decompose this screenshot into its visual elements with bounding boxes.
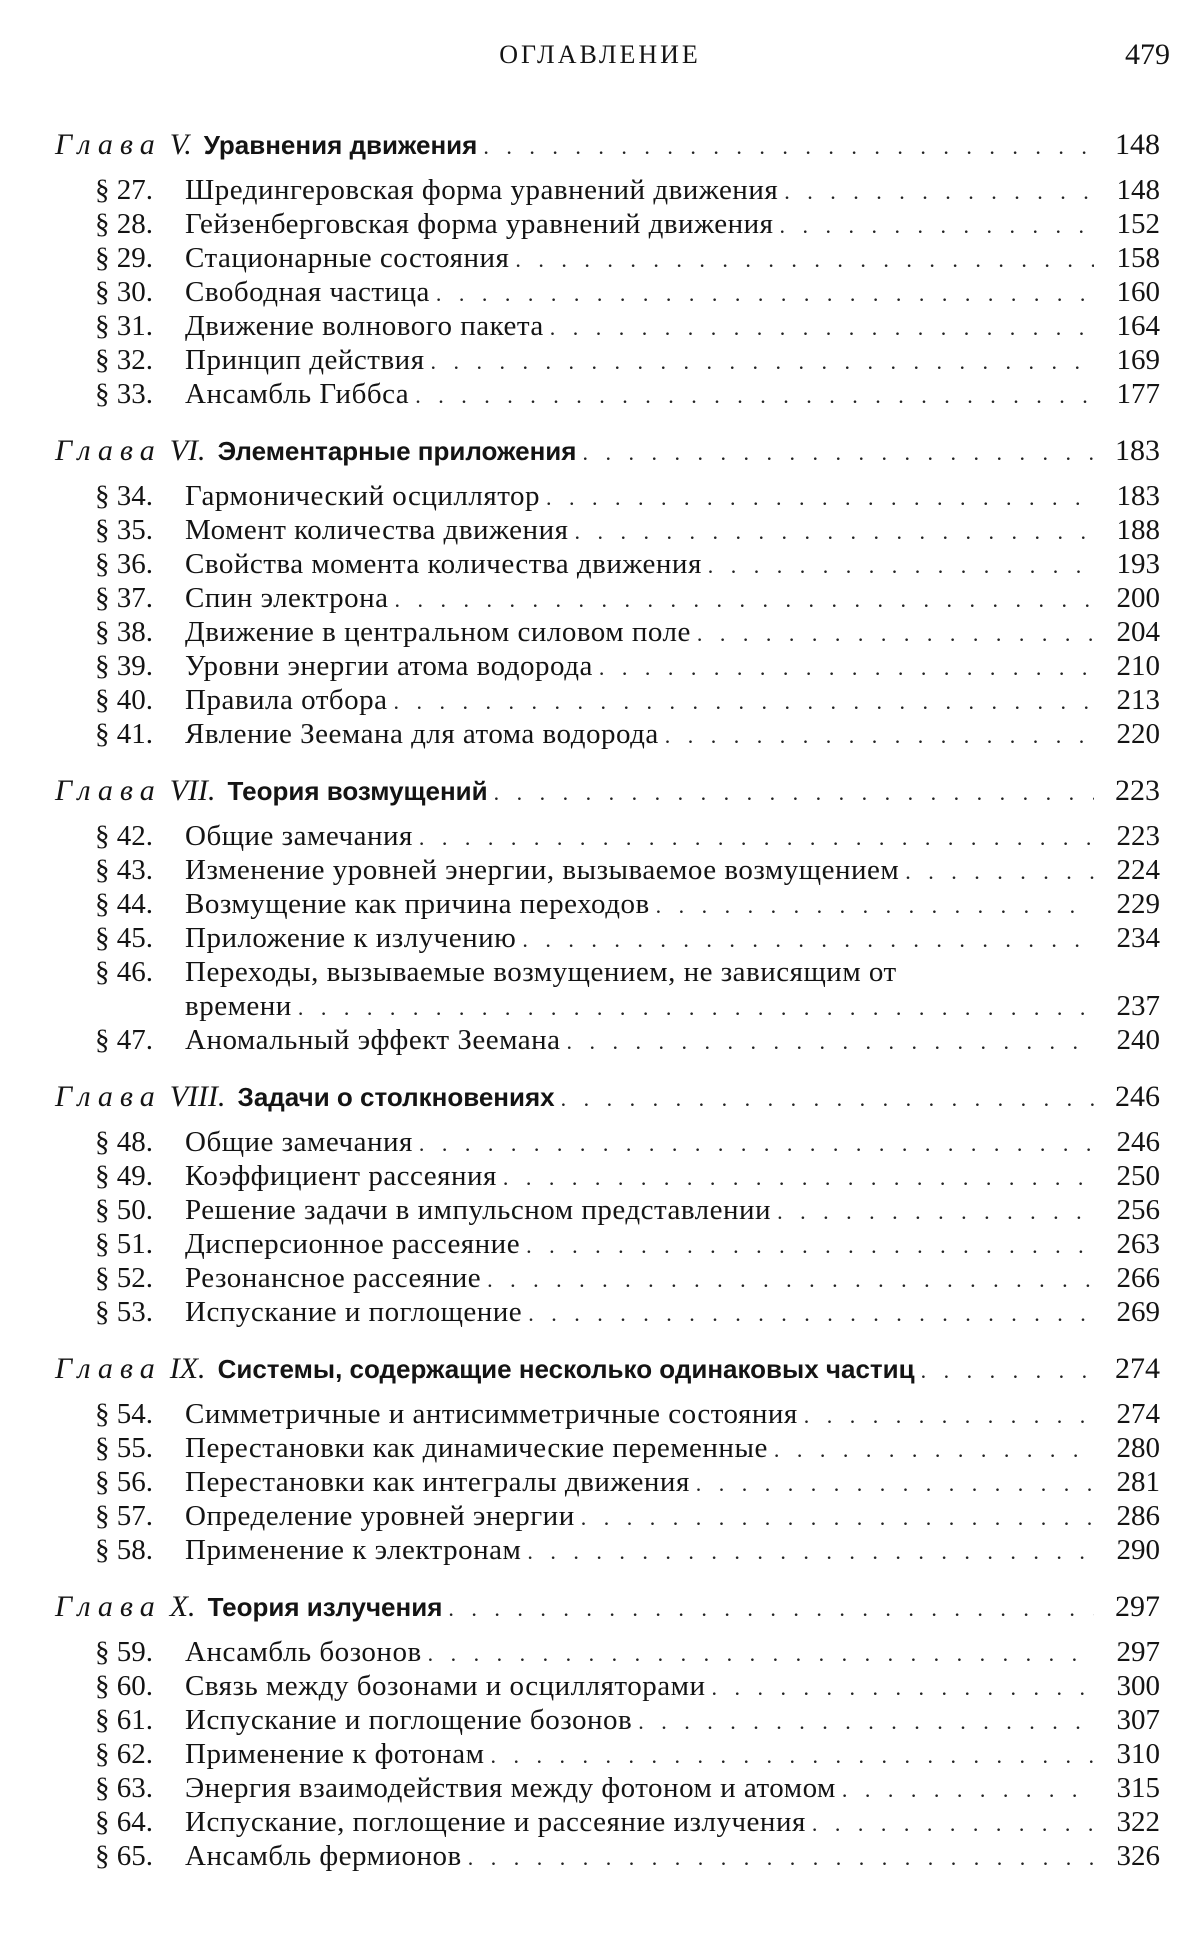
section-page-number: 229 <box>1116 888 1160 920</box>
dot-leader <box>419 825 1094 851</box>
section-page-number: 177 <box>1116 378 1160 410</box>
dot-leader <box>581 1505 1094 1531</box>
section-number: § 40. <box>95 684 153 716</box>
section-number: § 43. <box>95 854 153 886</box>
dot-leader <box>561 1086 1094 1112</box>
toc-entry[interactable] <box>55 1840 1160 1874</box>
section-title: Гармонический осциллятор <box>185 480 541 512</box>
section-title: Перестановки как интегралы движения <box>185 1466 690 1498</box>
section-page-number: 281 <box>1116 1466 1160 1498</box>
chapter-label: Глава <box>55 1352 162 1385</box>
toc-entry[interactable] <box>55 1024 1160 1058</box>
section-number: § 60. <box>95 1670 153 1702</box>
dot-leader <box>550 315 1094 341</box>
section-page-number: 300 <box>1116 1670 1160 1702</box>
section-title: Общие замечания <box>185 1126 413 1158</box>
section-page-number: 237 <box>1116 990 1160 1022</box>
section-page-number: 193 <box>1116 548 1160 580</box>
chapter-number: VIII. <box>169 1080 226 1113</box>
section-page-number: 152 <box>1116 208 1160 240</box>
section-number: § 61. <box>95 1704 153 1736</box>
section-title: Движение волнового пакета <box>185 310 544 342</box>
section-title: Ансамбль фермионов <box>185 1840 462 1872</box>
section-title: Ансамбль бозонов <box>185 1636 422 1668</box>
section-page-number: 280 <box>1116 1432 1160 1464</box>
toc-entry[interactable] <box>55 922 1160 956</box>
section-title-continuation: времени <box>185 990 292 1022</box>
section-page-number: 210 <box>1116 650 1160 682</box>
page-title: ОГЛАВЛЕНИЕ <box>499 40 701 69</box>
chapter-page-number: 297 <box>1115 1590 1160 1623</box>
chapter-heading[interactable] <box>55 1590 1160 1630</box>
dot-leader <box>415 383 1094 409</box>
section-title: Применение к электронам <box>185 1534 522 1566</box>
toc-entry[interactable] <box>55 1738 1160 1772</box>
chapter-section <box>55 1080 1160 1330</box>
section-title: Решение задачи в импульсном представлении <box>185 1194 772 1226</box>
section-title: Момент количества движения <box>185 514 569 546</box>
table-of-contents <box>55 128 1160 1874</box>
section-number: § 42. <box>95 820 153 852</box>
toc-entry[interactable] <box>55 1126 1160 1160</box>
chapter-heading[interactable] <box>55 1352 1160 1392</box>
section-number: § 53. <box>95 1296 153 1328</box>
toc-entry[interactable] <box>55 548 1160 582</box>
dot-leader <box>298 995 1094 1021</box>
toc-entry[interactable] <box>55 1806 1160 1840</box>
section-title: Изменение уровней энергии, вызываемое возмущением <box>185 854 900 886</box>
toc-entry[interactable] <box>55 1636 1160 1670</box>
section-number: § 54. <box>95 1398 153 1430</box>
toc-entry[interactable] <box>55 276 1160 310</box>
section-number: § 33. <box>95 378 153 410</box>
dot-leader <box>777 1199 1094 1225</box>
section-page-number: 246 <box>1116 1126 1160 1158</box>
dot-leader <box>527 1539 1094 1565</box>
section-number: § 32. <box>95 344 153 376</box>
toc-entry[interactable] <box>55 1534 1160 1568</box>
dot-leader <box>448 1596 1094 1622</box>
toc-entry[interactable] <box>55 956 1160 990</box>
section-page-number: 220 <box>1116 718 1160 750</box>
section-number: § 47. <box>95 1024 153 1056</box>
section-page-number: 274 <box>1116 1398 1160 1430</box>
chapter-number: IX. <box>169 1352 206 1385</box>
section-number: § 36. <box>95 548 153 580</box>
chapter-number: VII. <box>169 774 216 807</box>
section-page-number: 290 <box>1116 1534 1160 1566</box>
section-title: Аномальный эффект Зеемана <box>185 1024 561 1056</box>
section-number: § 56. <box>95 1466 153 1498</box>
dot-leader <box>921 1358 1094 1384</box>
toc-entry[interactable] <box>55 208 1160 242</box>
toc-entry[interactable] <box>55 1670 1160 1704</box>
chapter-number: VI. <box>169 434 206 467</box>
section-title: Правила отбора <box>185 684 388 716</box>
section-title: Шредингеровская форма уравнений движения <box>185 174 779 206</box>
chapter-page-number: 274 <box>1115 1352 1160 1385</box>
section-title: Уровни энергии атома водорода <box>185 650 593 682</box>
section-page-number: 326 <box>1116 1840 1160 1872</box>
section-number: § 58. <box>95 1534 153 1566</box>
section-page-number: 263 <box>1116 1228 1160 1260</box>
section-page-number: 160 <box>1116 276 1160 308</box>
toc-entry[interactable] <box>55 1500 1160 1534</box>
chapter-title: Элементарные приложения <box>217 436 577 466</box>
toc-entry[interactable] <box>55 820 1160 854</box>
running-head <box>0 38 1200 78</box>
section-number: § 35. <box>95 514 153 546</box>
chapter-title: Уравнения движения <box>203 130 478 160</box>
dot-leader <box>483 134 1094 160</box>
section-page-number: 297 <box>1116 1636 1160 1668</box>
page-number: 479 <box>1125 38 1170 71</box>
section-page-number: 310 <box>1116 1738 1160 1770</box>
chapter-page-number: 246 <box>1115 1080 1160 1113</box>
toc-entry[interactable] <box>55 174 1160 208</box>
dot-leader <box>487 1267 1094 1293</box>
toc-entry[interactable] <box>55 1704 1160 1738</box>
section-title: Свойства момента количества движения <box>185 548 702 580</box>
toc-entry[interactable] <box>55 1432 1160 1466</box>
toc-entry[interactable] <box>55 1194 1160 1228</box>
dot-leader <box>494 780 1094 806</box>
section-title: Дисперсионное рассеяние <box>185 1228 521 1260</box>
section-title: Испускание и поглощение бозонов <box>185 1704 633 1736</box>
dot-leader <box>546 485 1094 511</box>
section-number: § 65. <box>95 1840 153 1872</box>
section-page-number: 322 <box>1116 1806 1160 1838</box>
section-number: § 59. <box>95 1636 153 1668</box>
dot-leader <box>812 1811 1094 1837</box>
dot-leader <box>431 349 1094 375</box>
chapter-section <box>55 774 1160 1058</box>
toc-entry[interactable] <box>55 582 1160 616</box>
section-number: § 45. <box>95 922 153 954</box>
dot-leader <box>784 179 1094 205</box>
toc-entry[interactable] <box>55 854 1160 888</box>
section-title: Испускание и поглощение <box>185 1296 523 1328</box>
section-page-number: 250 <box>1116 1160 1160 1192</box>
section-page-number: 183 <box>1116 480 1160 512</box>
dot-leader <box>711 1675 1094 1701</box>
section-page-number: 213 <box>1116 684 1160 716</box>
toc-entry[interactable] <box>55 888 1160 922</box>
toc-entry[interactable] <box>55 1160 1160 1194</box>
section-page-number: 266 <box>1116 1262 1160 1294</box>
section-title: Симметричные и антисимметричные состояния <box>185 1398 798 1430</box>
section-number: § 52. <box>95 1262 153 1294</box>
section-title: Ансамбль Гиббса <box>185 378 410 410</box>
section-number: § 30. <box>95 276 153 308</box>
section-number: § 38. <box>95 616 153 648</box>
dot-leader <box>656 893 1094 919</box>
section-page-number: 315 <box>1116 1772 1160 1804</box>
section-title: Определение уровней энергии <box>185 1500 575 1532</box>
chapter-page-number: 223 <box>1115 774 1160 807</box>
section-number: § 28. <box>95 208 153 240</box>
dot-leader <box>599 655 1094 681</box>
toc-entry[interactable] <box>55 1262 1160 1296</box>
toc-entry-continuation[interactable] <box>55 990 1160 1024</box>
section-page-number: 256 <box>1116 1194 1160 1226</box>
section-page-number: 286 <box>1116 1500 1160 1532</box>
section-number: § 57. <box>95 1500 153 1532</box>
section-page-number: 148 <box>1116 174 1160 206</box>
chapter-title: Задачи о столкновениях <box>237 1082 555 1112</box>
dot-leader <box>436 281 1094 307</box>
dot-leader <box>708 553 1094 579</box>
section-number: § 34. <box>95 480 153 512</box>
dot-leader <box>526 1233 1094 1259</box>
chapter-title: Теория возмущений <box>227 776 488 806</box>
section-title: Приложение к излучению <box>185 922 517 954</box>
section-number: § 48. <box>95 1126 153 1158</box>
section-number: § 37. <box>95 582 153 614</box>
section-title: Движение в центральном силовом поле <box>185 616 691 648</box>
chapter-section <box>55 1352 1160 1568</box>
chapter-section <box>55 1590 1160 1874</box>
toc-entry[interactable] <box>55 378 1160 412</box>
toc-entry[interactable] <box>55 1398 1160 1432</box>
section-page-number: 200 <box>1116 582 1160 614</box>
section-title: Спин электрона <box>185 582 389 614</box>
dot-leader <box>842 1777 1094 1803</box>
dot-leader <box>394 689 1094 715</box>
section-page-number: 223 <box>1116 820 1160 852</box>
section-title: Гейзенберговская форма уравнений движения <box>185 208 774 240</box>
dot-leader <box>905 859 1094 885</box>
chapter-page-number: 148 <box>1115 128 1160 161</box>
section-title: Общие замечания <box>185 820 413 852</box>
chapter-label: Глава <box>55 1080 162 1113</box>
chapter-heading[interactable] <box>55 128 1160 168</box>
dot-leader <box>428 1641 1094 1667</box>
section-number: § 31. <box>95 310 153 342</box>
dot-leader <box>567 1029 1094 1055</box>
section-page-number: 307 <box>1116 1704 1160 1736</box>
section-number: § 51. <box>95 1228 153 1260</box>
toc-entry[interactable] <box>55 718 1160 752</box>
dot-leader <box>522 927 1094 953</box>
dot-leader <box>665 723 1094 749</box>
section-number: § 64. <box>95 1806 153 1838</box>
dot-leader <box>468 1845 1094 1871</box>
section-title: Энергия взаимодействия между фотоном и атомом <box>185 1772 836 1804</box>
dot-leader <box>638 1709 1094 1735</box>
chapter-title: Системы, содержащие несколько одинаковых частиц <box>217 1354 915 1384</box>
section-number: § 62. <box>95 1738 153 1770</box>
dot-leader <box>696 1471 1094 1497</box>
section-title: Коэффициент рассеяния <box>185 1160 497 1192</box>
dot-leader <box>697 621 1094 647</box>
section-number: § 27. <box>95 174 153 206</box>
section-page-number: 169 <box>1116 344 1160 376</box>
dot-leader <box>515 247 1094 273</box>
section-number: § 49. <box>95 1160 153 1192</box>
toc-entry[interactable] <box>55 310 1160 344</box>
section-number: § 46. <box>95 956 153 988</box>
dot-leader <box>528 1301 1094 1327</box>
section-page-number: 269 <box>1116 1296 1160 1328</box>
dot-leader <box>582 440 1094 466</box>
toc-entry[interactable] <box>55 242 1160 276</box>
chapter-page-number: 183 <box>1115 434 1160 467</box>
chapter-heading[interactable] <box>55 1080 1160 1120</box>
chapter-label: Глава <box>55 434 162 467</box>
section-page-number: 234 <box>1116 922 1160 954</box>
dot-leader <box>419 1131 1094 1157</box>
section-number: § 50. <box>95 1194 153 1226</box>
section-number: § 55. <box>95 1432 153 1464</box>
toc-entry[interactable] <box>55 1772 1160 1806</box>
toc-entry[interactable] <box>55 684 1160 718</box>
toc-entry[interactable] <box>55 650 1160 684</box>
chapter-section <box>55 434 1160 752</box>
chapter-heading[interactable] <box>55 774 1160 814</box>
chapter-number: X. <box>169 1590 196 1623</box>
section-number: § 29. <box>95 242 153 274</box>
section-page-number: 224 <box>1116 854 1160 886</box>
dot-leader <box>804 1403 1094 1429</box>
toc-entry[interactable] <box>55 1466 1160 1500</box>
toc-entry[interactable] <box>55 1228 1160 1262</box>
chapter-section <box>55 128 1160 412</box>
chapter-label: Глава <box>55 1590 162 1623</box>
dot-leader <box>491 1743 1094 1769</box>
section-page-number: 204 <box>1116 616 1160 648</box>
section-title: Возмущение как причина переходов <box>185 888 650 920</box>
dot-leader <box>395 587 1094 613</box>
section-page-number: 240 <box>1116 1024 1160 1056</box>
section-title: Перестановки как динамические переменные <box>185 1432 768 1464</box>
section-title: Связь между бозонами и осцилляторами <box>185 1670 706 1702</box>
section-title: Применение к фотонам <box>185 1738 485 1770</box>
dot-leader <box>574 519 1094 545</box>
toc-entry[interactable] <box>55 480 1160 514</box>
section-title: Переходы, вызываемые возмущением, не зависящим от <box>185 956 897 988</box>
chapter-heading[interactable] <box>55 434 1160 474</box>
toc-entry[interactable] <box>55 1296 1160 1330</box>
chapter-title: Теория излучения <box>207 1592 443 1622</box>
dot-leader <box>774 1437 1094 1463</box>
section-number: § 44. <box>95 888 153 920</box>
section-title: Принцип действия <box>185 344 425 376</box>
toc-entry[interactable] <box>55 514 1160 548</box>
section-title: Испускание, поглощение и рассеяние излучения <box>185 1806 806 1838</box>
section-page-number: 164 <box>1116 310 1160 342</box>
section-title: Явление Зеемана для атома водорода <box>185 718 659 750</box>
section-number: § 39. <box>95 650 153 682</box>
toc-entry[interactable] <box>55 616 1160 650</box>
dot-leader <box>779 213 1094 239</box>
section-number: § 41. <box>95 718 153 750</box>
section-title: Свободная частица <box>185 276 430 308</box>
toc-entry[interactable] <box>55 344 1160 378</box>
section-number: § 63. <box>95 1772 153 1804</box>
dot-leader <box>503 1165 1094 1191</box>
chapter-number: V. <box>169 128 192 161</box>
chapter-label: Глава <box>55 128 162 161</box>
section-page-number: 188 <box>1116 514 1160 546</box>
chapter-label: Глава <box>55 774 162 807</box>
section-title: Резонансное рассеяние <box>185 1262 482 1294</box>
section-title: Стационарные состояния <box>185 242 510 274</box>
section-page-number: 158 <box>1116 242 1160 274</box>
